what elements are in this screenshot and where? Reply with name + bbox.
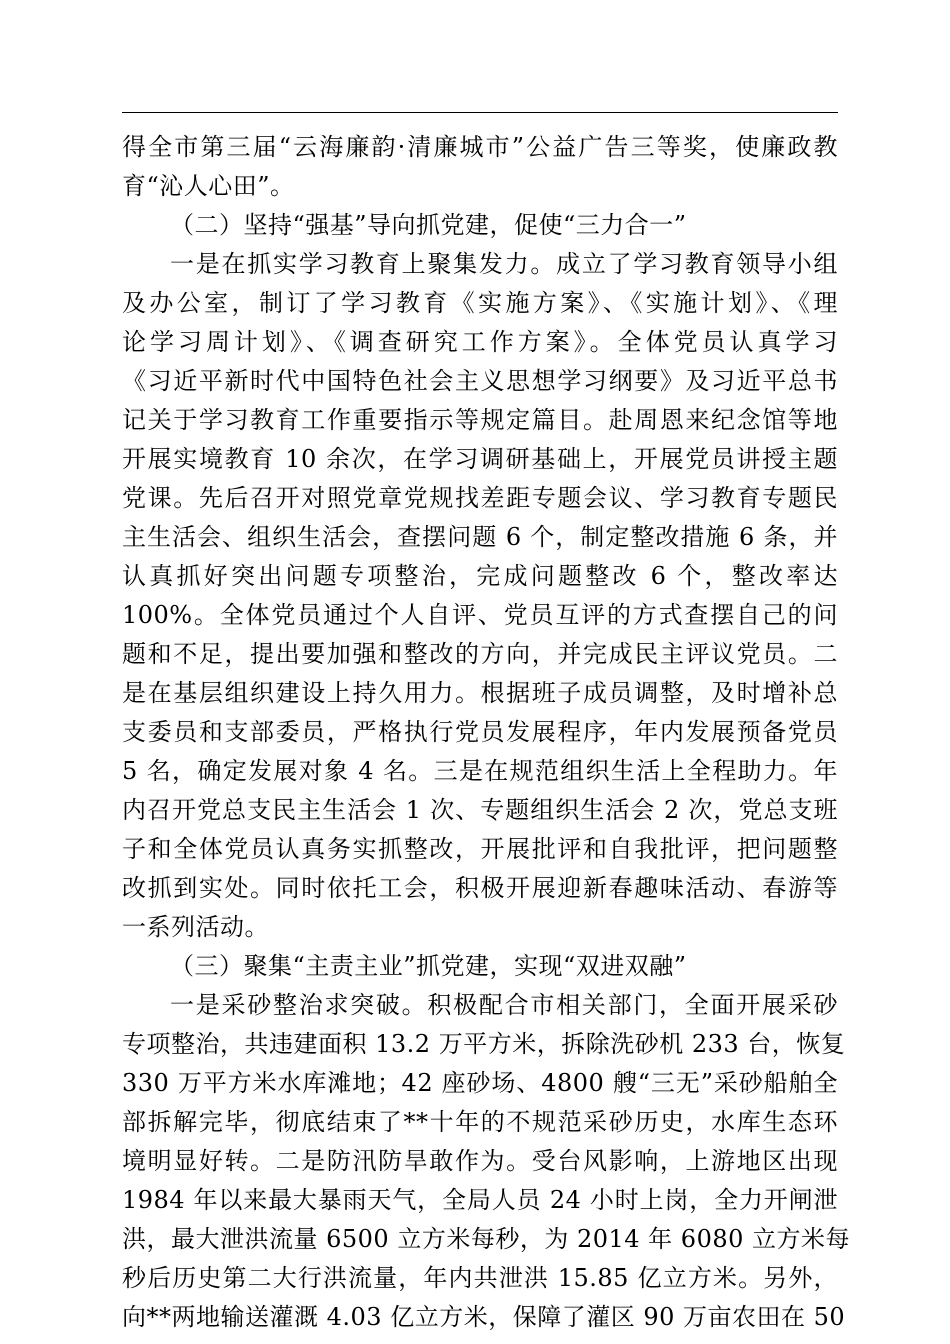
text-line: 是在基层组织建设上持久用力。根据班子成员调整，及时增补总	[122, 679, 838, 707]
text-line: 秒后历史第二大行洪流量，年内共泄洪 15.85 亿立方米。另外，	[122, 1264, 838, 1292]
text-line: 境明显好转。二是防汛防旱敢作为。受台风影响，上游地区出现	[122, 1147, 838, 1175]
text-line: 改抓到实处。同时依托工会，积极开展迎新春趣味活动、春游等	[122, 874, 838, 902]
text-line: 洪，最大泄洪流量 6500 立方米每秒，为 2014 年 6080 立方米每	[122, 1225, 851, 1253]
header-rule	[122, 112, 838, 113]
text-line: 专项整治，共违建面积 13.2 万平方米，拆除洗砂机 233 台，恢复	[122, 1030, 846, 1058]
body-text	[122, 128, 851, 1337]
text-line: 记关于学习教育工作重要指示等规定篇目。赴周恩来纪念馆等地	[122, 406, 838, 434]
text-line: 5 名，确定发展对象 4 名。三是在规范组织生活上全程助力。年	[122, 757, 838, 785]
text-line: 向**两地输送灌溉 4.03 亿立方米，保障了灌区 90 万亩农田在 50	[122, 1303, 846, 1331]
section-heading: （二）坚持“强基”导向抓党建，促使“三力合一”	[170, 211, 687, 239]
text-line: 育“沁人心田”。	[122, 172, 295, 200]
text-line: 330 万平方米水库滩地；42 座砂场、4800 艘“三无”采砂船舶全	[122, 1069, 838, 1097]
text-line: 子和全体党员认真务实抓整改，开展批评和自我批评，把问题整	[122, 835, 838, 863]
text-line: 认真抓好突出问题专项整治，完成问题整改 6 个，整改率达	[122, 562, 838, 590]
text-line: 1984 年以来最大暴雨天气，全局人员 24 小时上岗，全力开闸泄	[122, 1186, 838, 1214]
text-line: 论学习周计划》、《调查研究工作方案》。全体党员认真学习	[122, 328, 838, 356]
text-line: 党课。先后召开对照党章党规找差距专题会议、学习教育专题民	[122, 484, 838, 512]
text-line: 100%。全体党员通过个人自评、党员互评的方式查摆自己的问	[122, 601, 838, 629]
text-line: 得全市第三届“云海廉韵·清廉城市”公益广告三等奖，使廉政教	[122, 133, 838, 161]
text-line: 及办公室，制订了学习教育《实施方案》、《实施计划》、《理	[122, 289, 838, 317]
section-heading: （三）聚集“主责主业”抓党建，实现“双进双融”	[170, 952, 687, 980]
text-line: 开展实境教育 10 余次，在学习调研基础上，开展党员讲授主题	[122, 445, 838, 473]
text-line: 主生活会、组织生活会，查摆问题 6 个，制定整改措施 6 条，并	[122, 523, 838, 551]
text-line: 支委员和支部委员，严格执行党员发展程序，年内发展预备党员	[122, 718, 838, 746]
text-line: 部拆解完毕，彻底结束了**十年的不规范采砂历史，水库生态环	[122, 1108, 838, 1136]
text-line: 内召开党总支民主生活会 1 次、专题组织生活会 2 次，党总支班	[122, 796, 838, 824]
paragraph-first-line: 一是在抓实学习教育上聚集发力。成立了学习教育领导小组	[170, 250, 838, 278]
paragraph-first-line: 一是采砂整治求突破。积极配合市相关部门，全面开展采砂	[170, 991, 838, 1019]
text-line: 题和不足，提出要加强和整改的方向，并完成民主评议党员。二	[122, 640, 838, 668]
text-line: 一系列活动。	[122, 913, 269, 941]
text-line: 《习近平新时代中国特色社会主义思想学习纲要》及习近平总书	[122, 367, 838, 395]
